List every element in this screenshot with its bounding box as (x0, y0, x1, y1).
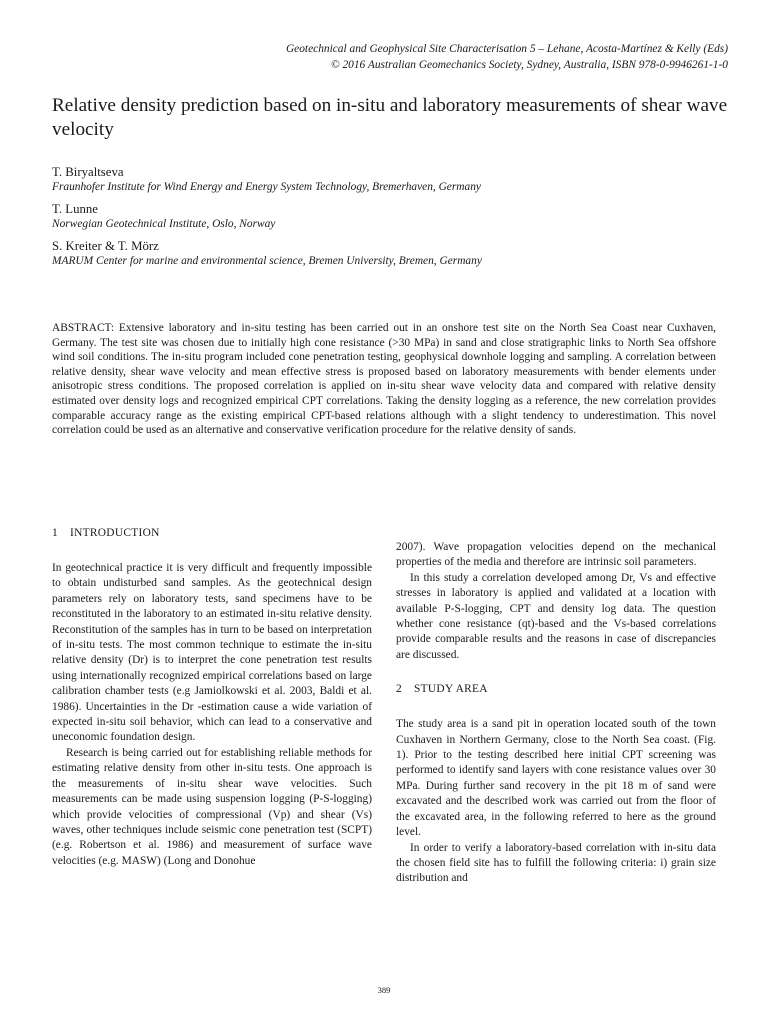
section-heading-introduction (52, 526, 372, 541)
author-name: T. Lunne (52, 202, 98, 216)
author-affiliation: Norwegian Geotechnical Institute, Oslo, Norway (52, 218, 276, 230)
paragraph: The study area is a sand pit in operation located south of the town Cuxhaven in Northern Germany, close to the North Sea coast. (Fig. 1). Prior to the testing described here initial CPT screening was performed to identify sand layers with cone resistance values over 30 MPa. During further sand recovery in the pit 18 m of sand were excavated and the described work was carried out from the floor of the excavated area, in the following referred to here as the ground level. (396, 718, 716, 839)
author-list (52, 164, 732, 275)
author-block (52, 238, 732, 269)
abstract: ABSTRACT: Extensive laboratory and in-situ testing has been carried out in an onshore test site on the North Sea Coast near Cuxhaven, Germany. The test site was chosen due to initially high cone resistance (>30 MPa) in sand and close stratigraphic links to North Sea offshore wind soil conditions. The in-situ program included cone penetration testing, geophysical downhole logging and sampling. A correlation between relative density, shear wave velocity and mean effective stress is proposed based on laboratory measurements with bender elements under anisotropic stress conditions. The proposed correlation is applied on in-situ shear wave velocity data and compared with relative density estimated over density logs and recognized empirical CPT correlations. Taking the density logging as a reference, the new correlation provides comparable accuracy range as the existing empirical CPT-based relations although with a slight tendency to underestimation. This novel correlation could be used as an alternative and conservative verification procedure for the relative density of sands. (52, 322, 716, 437)
header-line-1: Geotechnical and Geophysical Site Characterisation 5 – Lehane, Acosta-Martínez & Kelly (Eds) (285, 43, 728, 55)
publication-header (286, 42, 728, 73)
left-column (52, 526, 372, 869)
paragraph: In geotechnical practice it is very difficult and frequently impossible to obtain undisturbed sand samples. As the geotechnical design parameters rely on laboratory tests, sand specimens have to be reconstituted in the laboratory to an estimated in-situ relative density. Reconstitution of the samples has in turn to be based on interpretation of in-situ tests. The most common technique to estimate the in-situ relative density (Dr) is to interpret the cone penetration test results using internationally recognized empirical correlations based on large calibration chamber tests (e.g Jamiolkowski et al. 2003, Baldi et al. 1986). Uncertainties in the Dr -estimation cause a wide variation of expected in-situ soil behavior, which can lead to a conservative and uneconomic foundation design. (52, 562, 372, 744)
section-number: 2 (396, 683, 402, 696)
author-affiliation: MARUM Center for marine and environmental science, Bremen University, Bremen, Germany (52, 255, 482, 267)
paper-title: Relative density prediction based on in-situ and laboratory measurements of shear wave velocity (52, 95, 728, 140)
section-title: INTRODUCTION (70, 527, 160, 539)
right-column (396, 540, 716, 887)
author-block (52, 164, 732, 195)
paragraph: In order to verify a laboratory-based correlation with in-situ data the chosen field site has to fulfill the following criteria: i) grain size distribution and (396, 841, 716, 885)
paragraph: In this study a correlation developed among Dr, Vs and effective stresses in laboratory is applied and validated at a location with available P-S-logging, CPT and density log data. The question whether cone resistance (qt)-based and the Vs-based correlations provide comparable results and the reasons in case of discrepancies are discussed. (396, 571, 716, 661)
section-title: STUDY AREA (414, 683, 488, 696)
author-block (52, 201, 732, 232)
author-name: S. Kreiter & T. Mörz (52, 239, 159, 253)
header-line-2: © 2016 Australian Geomechanics Society, Sydney, Australia, ISBN 978-0-9946261-1-0 (330, 58, 728, 71)
section-heading-study-area (396, 682, 716, 697)
paragraph: 2007). Wave propagation velocities depend on the mechanical properties of the media and therefore are intrinsic soil parameters. (396, 541, 716, 569)
page-number: 389 (377, 985, 391, 995)
author-affiliation: Fraunhofer Institute for Wind Energy and Energy System Technology, Bremerhaven, Germany (52, 181, 481, 193)
section-number: 1 (52, 527, 58, 539)
author-name: T. Biryaltseva (52, 165, 124, 179)
paragraph: Research is being carried out for establishing reliable methods for estimating relative density from other in-situ tests. One approach is the measurements of in-situ shear wave velocities. Such measurements can be made using suspension logging (P-S-logging) which provide velocities of compressional (Vp) and shear (Vs) waves, other techniques include seismic cone penetration test (SCPT) (e.g. Robertson et al. 1986) and measurement of surface wave velocities (e.g. MASW) (Long and Donohue (52, 746, 372, 867)
